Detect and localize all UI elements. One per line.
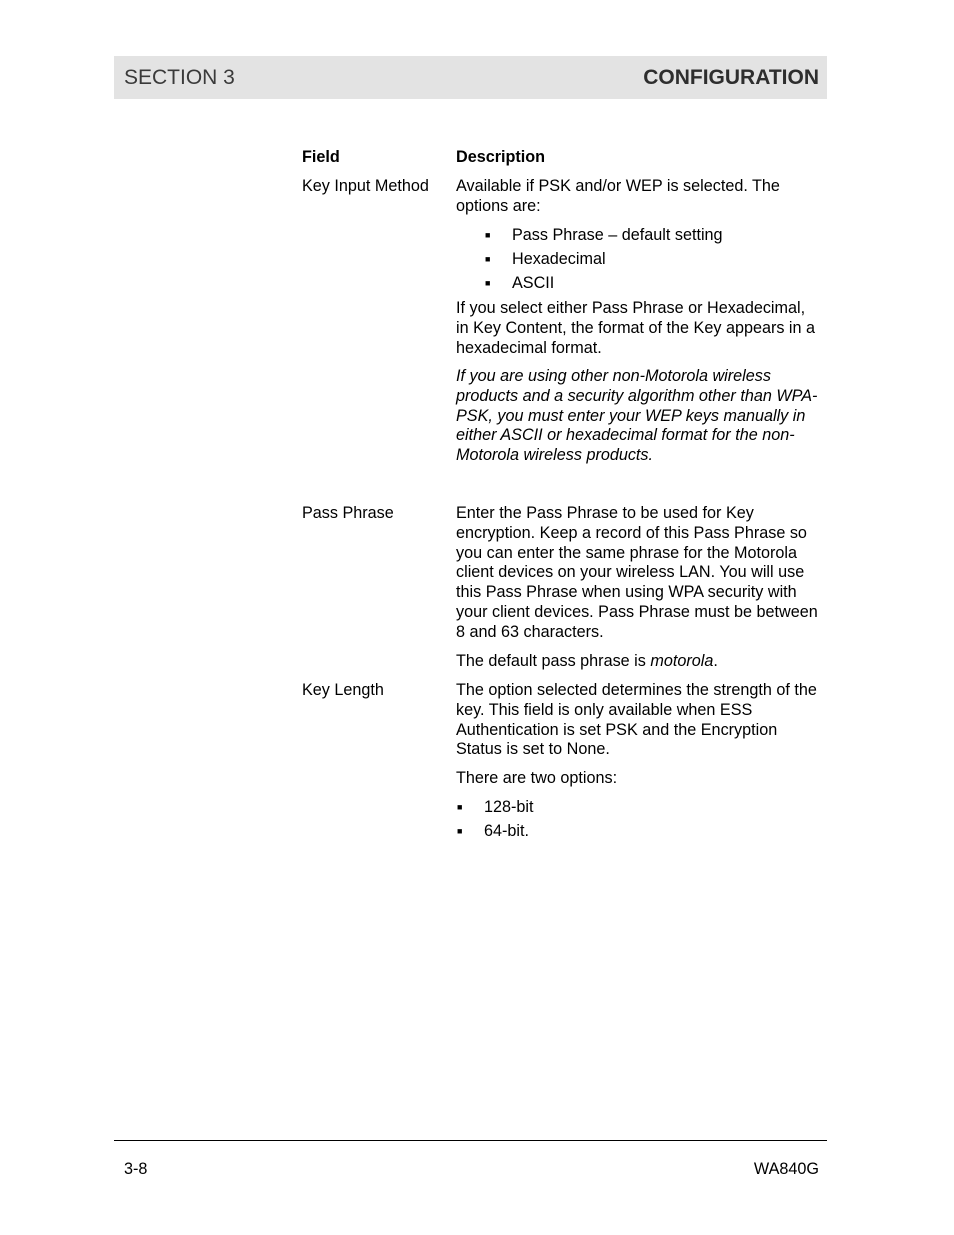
bullet-marker: ■ — [485, 254, 491, 264]
key-input-note: If you are using other non-Motorola wireless products and a security algorithm other than WPA-PSK, you must enter your WEP keys manually in either ASCII or hexadecimal format for the non-Motorola wireless products. — [456, 367, 818, 465]
key-length-option: 128-bit — [484, 798, 534, 816]
key-input-option: Pass Phrase – default setting — [512, 226, 723, 244]
key-length-options-intro: There are two options: — [456, 769, 618, 787]
key-length-option: 64-bit. — [484, 822, 529, 840]
description-column-heading: Description — [456, 148, 546, 166]
section-header — [114, 56, 827, 99]
key-input-intro: Available if PSK and/or WEP is selected. The options are: — [456, 177, 780, 215]
field-column-heading: Field — [302, 148, 340, 166]
key-input-format-paragraph: If you select either Pass Phrase or Hexadecimal, in Key Content, the format of the Key appears in a hexadecimal format. — [456, 299, 816, 357]
key-input-option: Hexadecimal — [512, 250, 606, 268]
footer-rule — [114, 1140, 827, 1141]
key-length-description: The option selected determines the strength of the key. This field is only available when ESS Authentication is set PSK and the Encryption Status is set to None. — [456, 681, 817, 759]
bullet-marker: ■ — [485, 230, 491, 240]
pass-phrase-default: The default pass phrase is motorola. — [456, 652, 718, 670]
field-pass-phrase: Pass Phrase — [302, 504, 394, 522]
key-input-option: ASCII — [512, 274, 555, 292]
field-key-input-method: Key Input Method — [302, 177, 429, 195]
bullet-marker: ■ — [457, 826, 463, 836]
product-model: WA840G — [753, 1160, 819, 1178]
section-label: SECTION 3 — [124, 66, 235, 89]
default-pass-phrase-value: motorola — [650, 652, 714, 670]
bullet-marker: ■ — [485, 278, 491, 288]
bullet-marker: ■ — [457, 802, 463, 812]
page-number: 3-8 — [124, 1160, 148, 1178]
pass-phrase-description: Enter the Pass Phrase to be used for Key encryption. Keep a record of this Pass Phrase so you can enter the same phrase for the Motorola client devices on your wireless LAN. You will use this Pass Phrase when using WPA security with your client devices. Pass Phrase must be between 8 and 63 characters. — [456, 504, 818, 641]
section-title: CONFIGURATION — [643, 66, 819, 89]
field-key-length: Key Length — [302, 681, 384, 699]
